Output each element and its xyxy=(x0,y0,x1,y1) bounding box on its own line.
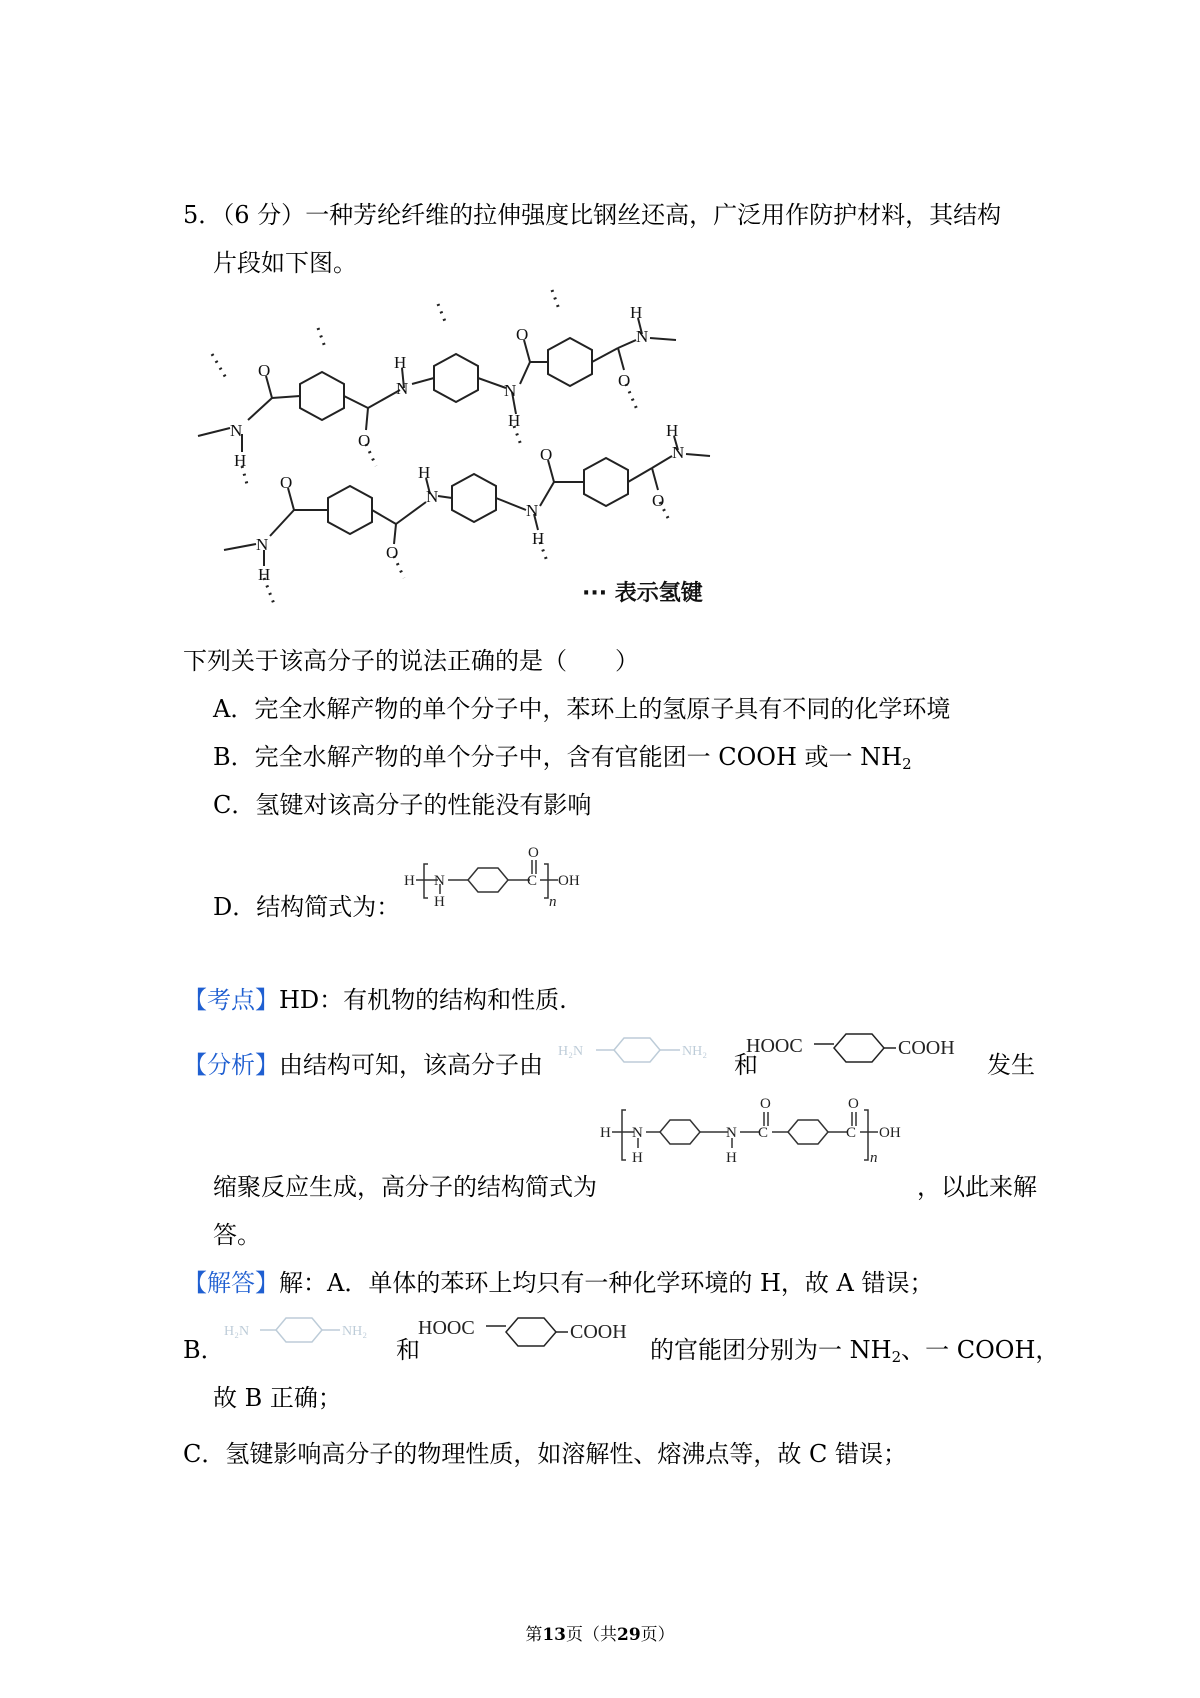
acid-hooc: HOOC xyxy=(418,1317,475,1339)
answer-b-label: B． xyxy=(183,1336,225,1364)
jieda-tag: 【解答】 xyxy=(183,1269,279,1297)
answer-b-and: 和 xyxy=(396,1336,420,1364)
atom-o: O xyxy=(618,371,631,390)
terephthalic-acid-structure xyxy=(746,1022,986,1074)
atom-o: O xyxy=(280,473,293,492)
option-d-formula xyxy=(402,840,632,920)
atom-o: O xyxy=(540,445,553,464)
fenxi-text4: ，以此来解 xyxy=(917,1173,1037,1201)
formula-oh: OH xyxy=(558,873,580,889)
polymer-n: N xyxy=(632,1125,643,1141)
atom-o: O xyxy=(258,361,271,380)
atom-h: H xyxy=(234,451,247,470)
polymer-o: O xyxy=(760,1096,771,1112)
formula-n-subscript: n xyxy=(549,894,557,910)
fenxi-line-2: 缩聚反应生成，高分子的结构简式为 xyxy=(213,1173,597,1201)
polymer-oh: OH xyxy=(879,1125,901,1141)
question-score: （6 分） xyxy=(222,201,306,229)
diamine-structure-b xyxy=(218,1308,398,1352)
option-d: D．结构简式为： xyxy=(213,893,401,921)
atom-o: O xyxy=(652,491,665,510)
acid-hooc: HOOC xyxy=(746,1035,803,1057)
atom-h: H xyxy=(508,411,521,430)
acid-cooh: COOH xyxy=(898,1037,955,1059)
polymer-structure xyxy=(598,1090,916,1180)
kaodian-tag: 【考点】 xyxy=(183,986,279,1014)
option-b: B．完全水解产物的单个分子中，含有官能团一 COOH 或一 $NH_2$ xyxy=(213,743,912,773)
polymer-n-subscript: n xyxy=(870,1150,878,1166)
formula-c: C xyxy=(527,873,538,889)
figure-legend: ··· 表示氢键 xyxy=(582,581,703,606)
jieda-text: 解：A．单体的苯环上均只有一种化学环境的 H，故 A 错误； xyxy=(279,1269,934,1297)
atom-h: H xyxy=(258,565,271,584)
question-line-2: 片段如下图。 xyxy=(213,249,357,277)
polymer-h: H xyxy=(726,1150,737,1166)
atom-n: N xyxy=(426,487,439,506)
diamine-structure xyxy=(552,1028,742,1072)
page-number: 13 xyxy=(542,1625,566,1645)
polymer-n: N xyxy=(726,1125,737,1141)
atom-h: H xyxy=(666,421,679,440)
atom-h: H xyxy=(394,353,407,372)
fenxi-text2: 发生 xyxy=(987,1051,1035,1079)
atom-n: N xyxy=(636,327,649,346)
polymer-h: H xyxy=(632,1150,643,1166)
formula-h: H xyxy=(434,894,445,910)
atom-h: H xyxy=(532,529,545,548)
answer-b-text: 的官能团分别为一 $NH_2$、一 COOH， xyxy=(650,1336,1060,1366)
atom-n: N xyxy=(526,501,539,520)
option-a: A．完全水解产物的单个分子中，苯环上的氢原子具有不同的化学环境 xyxy=(213,695,951,723)
jieda-line xyxy=(183,1266,933,1300)
atom-n: N xyxy=(230,421,243,440)
atom-n: N xyxy=(504,381,517,400)
formula-n: N xyxy=(434,873,445,889)
polymer-o: O xyxy=(848,1096,859,1112)
terephthalic-acid-structure-b xyxy=(418,1304,658,1358)
question-number: 5． xyxy=(183,201,223,229)
diamine-h2n: H₂N xyxy=(558,1044,584,1059)
answer-b-line-2: 故 B 正确； xyxy=(213,1384,342,1412)
atom-o: O xyxy=(358,431,371,450)
atom-n: N xyxy=(256,535,269,554)
diamine-nh2: NH₂ xyxy=(682,1044,708,1059)
fenxi-tag: 【分析】 xyxy=(183,1051,279,1079)
aramid-structure-figure xyxy=(190,288,750,618)
atom-n: N xyxy=(396,379,409,398)
fenxi-and: 和 xyxy=(734,1051,758,1079)
atom-h: H xyxy=(418,463,431,482)
polymer-c: C xyxy=(758,1125,769,1141)
kaodian-line xyxy=(183,983,567,1017)
fenxi-line-1: 【分析】由结构可知，该高分子由 xyxy=(183,1051,543,1079)
atom-n: N xyxy=(672,443,685,462)
acid-cooh: COOH xyxy=(570,1321,627,1343)
page-footer: 第13页（共29页） xyxy=(525,1625,675,1645)
diamine-h2n: H₂N xyxy=(224,1324,250,1339)
diamine-nh2: NH₂ xyxy=(342,1324,368,1339)
polymer-c: C xyxy=(846,1125,857,1141)
atom-h: H xyxy=(630,303,643,322)
kaodian-text: HD：有机物的结构和性质. xyxy=(279,986,567,1014)
formula-h: H xyxy=(404,873,415,889)
atom-o: O xyxy=(516,325,529,344)
answer-c-line: C．氢键影响高分子的物理性质，如溶解性、熔沸点等，故 C 错误； xyxy=(183,1440,907,1468)
page-total: 29 xyxy=(617,1625,641,1645)
formula-o: O xyxy=(528,845,539,861)
question-prompt: 下列关于该高分子的说法正确的是（ ） xyxy=(183,647,639,675)
option-c: C．氢键对该高分子的性能没有影响 xyxy=(213,791,592,819)
fenxi-line-3: 答。 xyxy=(213,1221,261,1249)
atom-o: O xyxy=(386,543,399,562)
question-line-1 xyxy=(183,198,1001,232)
polymer-h: H xyxy=(600,1125,611,1141)
question-stem: 一种芳纶纤维的拉伸强度比钢丝还高，广泛用作防护材料，其结构 xyxy=(305,201,1002,229)
